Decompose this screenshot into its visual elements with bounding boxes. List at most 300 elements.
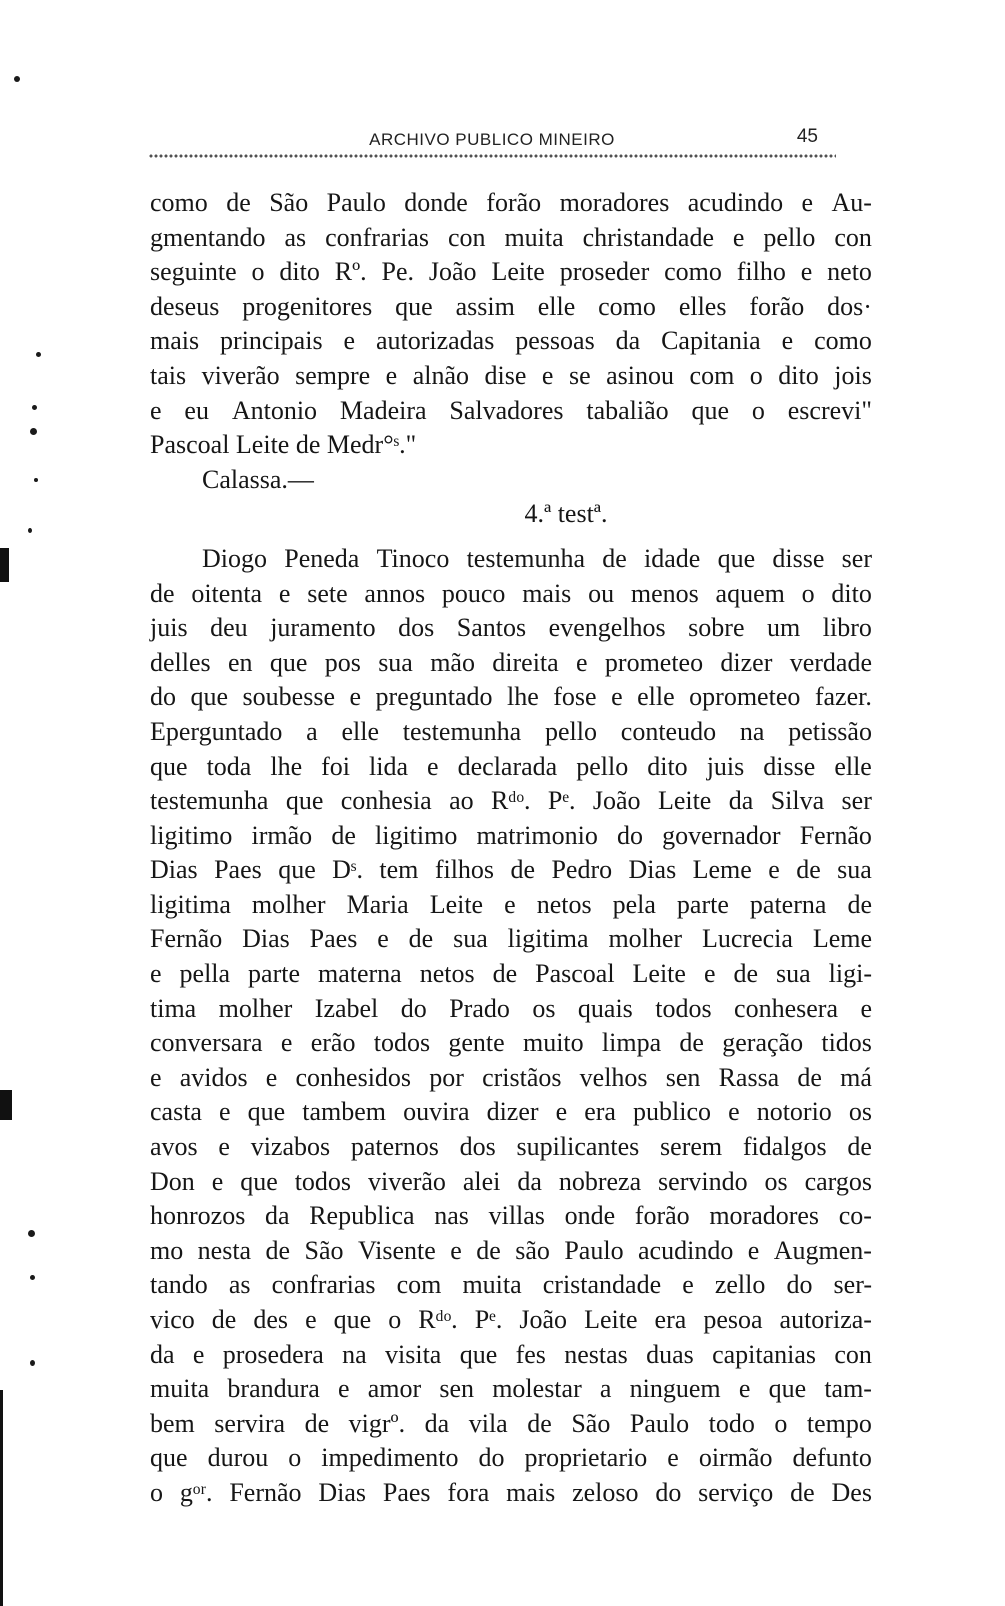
- word: e: [682, 1270, 694, 1300]
- word: Leme: [692, 855, 752, 885]
- word: delles: [150, 647, 211, 677]
- word: muita: [504, 222, 564, 252]
- word: vico: [150, 1305, 195, 1334]
- word: petissão: [788, 716, 872, 746]
- word: avos: [150, 1132, 198, 1162]
- word: como: [814, 326, 872, 356]
- word: Salvadores: [449, 395, 564, 425]
- word: a: [306, 716, 318, 746]
- word: capitanias: [712, 1339, 817, 1369]
- scan-edge-line: [0, 1390, 3, 1606]
- word: Fernão: [799, 820, 872, 850]
- word: que: [269, 647, 308, 677]
- word: moradores: [559, 188, 670, 217]
- word: verdade: [789, 647, 872, 677]
- text-line: [150, 819, 872, 854]
- word: dos·: [827, 291, 872, 321]
- word: de: [150, 578, 175, 608]
- word: de: [476, 1235, 501, 1265]
- word: e: [349, 682, 362, 712]
- text-line: [150, 1095, 872, 1130]
- word: Paulo: [629, 1408, 690, 1438]
- word: annos: [364, 578, 426, 608]
- word: nestas: [564, 1339, 628, 1369]
- word: dito: [279, 257, 320, 287]
- word: e: [611, 682, 623, 712]
- word: Eperguntado: [150, 716, 283, 746]
- word: conteudo: [620, 716, 717, 746]
- text-line: [150, 1234, 872, 1269]
- text-line: [150, 542, 872, 577]
- word: oprometeo: [689, 682, 801, 712]
- word: filhos: [434, 855, 495, 885]
- word: tais: [150, 360, 187, 390]
- word: e: [150, 959, 162, 989]
- word: cristandade: [542, 1270, 662, 1300]
- word: São: [571, 1408, 611, 1438]
- word: na: [739, 716, 765, 746]
- word: todos: [294, 1166, 352, 1196]
- word: fose: [553, 682, 597, 712]
- word: e: [781, 326, 794, 356]
- header-rule: [148, 153, 836, 159]
- word: Leme: [812, 924, 872, 954]
- word: de: [492, 959, 518, 989]
- word: de: [331, 820, 356, 850]
- text-line: [150, 394, 872, 429]
- word: molher: [608, 924, 683, 954]
- text-line: [150, 1338, 872, 1373]
- word: como: [598, 291, 656, 321]
- word: João: [428, 257, 477, 287]
- word: quais: [577, 993, 633, 1023]
- word: Pᵉ.: [474, 1305, 503, 1334]
- word: prometeo: [604, 647, 704, 677]
- word: da: [424, 1408, 450, 1438]
- word: Dias: [150, 855, 198, 885]
- word: que: [459, 1339, 498, 1369]
- word: Des: [831, 1477, 872, 1507]
- word: gente: [448, 1028, 505, 1058]
- word: villas: [488, 1201, 545, 1231]
- word: da: [264, 1201, 290, 1231]
- word: fora: [447, 1477, 490, 1507]
- word: de: [602, 543, 627, 573]
- word: e: [218, 1132, 230, 1162]
- word: o: [150, 1477, 163, 1507]
- word: Antonio: [231, 395, 318, 425]
- word: gᵒʳ.: [179, 1477, 213, 1507]
- word: João: [592, 786, 641, 816]
- word: Dias: [318, 1477, 367, 1507]
- word: da: [615, 326, 641, 356]
- word: e: [747, 1235, 760, 1265]
- word: pos: [324, 647, 361, 677]
- word: proseder: [559, 257, 650, 287]
- text-line: [150, 324, 872, 359]
- word: juis: [150, 613, 188, 643]
- word: cristãos: [482, 1062, 562, 1092]
- word: e: [768, 855, 780, 885]
- word: e: [150, 395, 162, 425]
- word: servindo: [658, 1166, 748, 1196]
- word: e: [278, 578, 291, 608]
- word: forão: [486, 188, 542, 217]
- scan-speck: [28, 1230, 35, 1237]
- word: durou: [207, 1443, 269, 1473]
- word: deu: [210, 613, 248, 643]
- word: forão: [749, 291, 805, 321]
- word: Tinoco: [376, 543, 450, 573]
- section-heading: 4.ª testª.: [524, 499, 608, 529]
- word: conhesia: [340, 786, 432, 816]
- word: todos: [655, 993, 712, 1023]
- word: bem: [150, 1408, 195, 1438]
- word: pella: [179, 959, 231, 989]
- word: escrevi": [787, 395, 872, 425]
- word: como: [150, 188, 208, 217]
- word: e: [192, 1339, 205, 1369]
- text-line: [150, 646, 872, 681]
- word: e: [800, 257, 813, 287]
- word: e: [801, 188, 814, 217]
- word: que: [768, 1374, 807, 1404]
- word: dito: [831, 578, 872, 608]
- word: matrimonio: [476, 820, 598, 850]
- word: e: [576, 647, 588, 677]
- word: muita: [462, 1270, 522, 1300]
- word: servira: [214, 1408, 286, 1438]
- word: que: [278, 855, 316, 885]
- word: elle: [537, 291, 576, 321]
- word: elle: [341, 716, 380, 746]
- word: de: [527, 1408, 552, 1438]
- word: e: [732, 222, 745, 252]
- word: des: [253, 1305, 289, 1334]
- word: de: [790, 1477, 815, 1507]
- word: ser: [841, 786, 872, 816]
- word: eu: [184, 395, 209, 425]
- word: do: [400, 993, 427, 1023]
- word: tambem: [302, 1097, 387, 1127]
- word: Paulo: [326, 188, 386, 217]
- word: de: [797, 1062, 822, 1092]
- word: Leite: [657, 786, 712, 816]
- word: supilicantes: [516, 1132, 640, 1162]
- word: con: [447, 222, 486, 252]
- word: Maria: [346, 889, 409, 919]
- word: oirmão: [698, 1443, 773, 1473]
- word: nas: [434, 1201, 469, 1231]
- word: tem: [379, 855, 419, 885]
- word: paternos: [350, 1132, 439, 1162]
- word: duas: [646, 1339, 694, 1369]
- word: mais: [150, 326, 200, 356]
- word: que: [247, 1097, 286, 1127]
- word: menos: [630, 578, 699, 608]
- word: filho: [736, 257, 786, 287]
- word: juis: [706, 751, 745, 781]
- word: João: [519, 1305, 568, 1334]
- word: toda: [206, 751, 252, 781]
- word: os: [848, 1097, 872, 1127]
- word: e: [280, 1028, 293, 1058]
- text-line: [150, 1476, 872, 1511]
- word: e: [338, 1374, 350, 1404]
- word: as: [228, 1270, 251, 1300]
- word: má: [840, 1062, 872, 1092]
- scan-speck: [14, 76, 20, 82]
- word: tempo: [806, 1408, 872, 1438]
- word: de: [847, 889, 872, 919]
- word: sua: [776, 959, 811, 989]
- word: ligitima: [150, 889, 231, 919]
- word: Izabel: [314, 993, 379, 1023]
- word: Augmen-: [773, 1235, 872, 1265]
- word: Leite: [632, 959, 686, 989]
- word: Lucrecia: [701, 924, 793, 954]
- word: dos: [398, 613, 435, 643]
- word: Capitania: [661, 326, 761, 356]
- word: Paes: [214, 855, 262, 885]
- word: Dias: [242, 924, 290, 954]
- word: confrarias: [271, 1270, 376, 1300]
- word: que: [395, 291, 433, 321]
- word: muita: [150, 1374, 210, 1404]
- word: nesta: [197, 1235, 252, 1265]
- word: o: [749, 360, 763, 390]
- word: de: [265, 1235, 291, 1265]
- word: testemunha: [150, 786, 269, 816]
- word: assim: [455, 291, 515, 321]
- word: parte: [248, 959, 301, 989]
- word: ligitima: [507, 924, 589, 954]
- word: defunto: [792, 1443, 872, 1473]
- word: na: [342, 1339, 367, 1369]
- word: os: [764, 1166, 788, 1196]
- word: Pedro: [551, 855, 613, 885]
- word: como: [664, 257, 722, 287]
- word: todo: [708, 1408, 755, 1438]
- text-line: [150, 577, 872, 612]
- word: Fernão: [150, 924, 223, 954]
- word: e: [738, 1374, 751, 1404]
- word: oitenta: [191, 578, 263, 608]
- text-line: [150, 186, 872, 221]
- text-line: [150, 750, 872, 785]
- text-line: [150, 255, 872, 290]
- word: a: [599, 1374, 612, 1404]
- scan-speck: [30, 1360, 35, 1366]
- text-line: [150, 853, 872, 888]
- word: direita: [492, 647, 559, 677]
- word: zello: [714, 1270, 766, 1300]
- word: de: [304, 1408, 330, 1438]
- word: amor: [367, 1374, 422, 1404]
- word: ligitimo: [150, 820, 233, 850]
- word: pello: [545, 716, 597, 746]
- word: vila: [468, 1408, 508, 1438]
- word: fes: [515, 1339, 546, 1369]
- word: Rᵈᵒ.: [418, 1305, 458, 1334]
- word: vizabos: [250, 1132, 331, 1162]
- scan-speck: [30, 428, 37, 435]
- scan-speck: [34, 478, 38, 482]
- paragraph-body: [150, 542, 872, 1511]
- word: declarada: [457, 751, 558, 781]
- word: principais: [220, 326, 323, 356]
- word: o: [751, 395, 765, 425]
- word: jois: [834, 360, 872, 390]
- word: o: [251, 257, 265, 287]
- word: sen: [439, 1374, 475, 1404]
- word: confrarias: [325, 222, 430, 252]
- text-line: [150, 1199, 872, 1234]
- word: da: [517, 1166, 542, 1196]
- word: que: [691, 395, 730, 425]
- word: Pe.: [381, 257, 415, 287]
- word: viverão: [201, 360, 280, 390]
- text-line: [150, 611, 872, 646]
- word: limpa: [601, 1028, 662, 1058]
- word: erão: [310, 1028, 356, 1058]
- word: Rº.: [334, 257, 367, 287]
- word: que: [240, 1166, 278, 1196]
- word: soubesse: [242, 682, 335, 712]
- word: notorio: [756, 1097, 832, 1127]
- text-line: [150, 1407, 872, 1442]
- word: tima: [150, 993, 197, 1023]
- word: serviço: [698, 1477, 774, 1507]
- word: autorizadas: [375, 326, 495, 356]
- word: e: [305, 1305, 317, 1334]
- word: ligitimo: [375, 820, 458, 850]
- word: fazer.: [814, 682, 872, 712]
- word: governador: [662, 820, 781, 850]
- word: Pascoal: [535, 959, 615, 989]
- word: e: [385, 360, 398, 390]
- text-line: [150, 680, 872, 715]
- word: muito: [522, 1028, 584, 1058]
- word: deseus: [150, 291, 220, 321]
- text-line: [150, 992, 872, 1027]
- word: moradores: [709, 1201, 820, 1231]
- word: Peneda: [284, 543, 360, 573]
- word: impedimento: [321, 1443, 459, 1473]
- page-number: 45: [796, 126, 818, 147]
- word: o: [774, 1408, 788, 1438]
- word: pouco: [441, 578, 506, 608]
- word: Diogo: [202, 543, 267, 573]
- word: ou: [588, 578, 615, 608]
- word: gmentando: [150, 222, 266, 252]
- word: Madeira: [339, 395, 427, 425]
- word: de: [796, 855, 821, 885]
- word: conhesera: [734, 993, 838, 1023]
- word: prosedera: [222, 1339, 324, 1369]
- word: Fernão: [229, 1477, 302, 1507]
- word: e: [219, 1097, 231, 1127]
- word: alei: [462, 1166, 501, 1196]
- word: Paulo: [564, 1235, 624, 1265]
- word: asinou: [606, 360, 675, 390]
- word: ligi-: [828, 959, 872, 989]
- word: Au-: [831, 188, 872, 217]
- word: lhe: [270, 751, 303, 781]
- text-line: [150, 1268, 872, 1303]
- word: parte: [676, 889, 729, 919]
- text-line: [150, 1441, 872, 1476]
- word: pello: [763, 222, 816, 252]
- word: proprietario: [524, 1443, 648, 1473]
- word: que: [285, 786, 324, 816]
- word: donde: [404, 188, 468, 217]
- word: pello: [576, 751, 629, 781]
- word: viverão: [367, 1166, 446, 1196]
- text-line: [150, 957, 872, 992]
- word: o: [801, 578, 815, 608]
- word: mais: [506, 1477, 556, 1507]
- word: tam-: [824, 1374, 872, 1404]
- word: era: [584, 1097, 616, 1127]
- word: do: [150, 682, 176, 712]
- word: da: [728, 786, 754, 816]
- word: testemunha: [402, 716, 522, 746]
- word: de: [733, 959, 759, 989]
- word: dise: [484, 360, 527, 390]
- word: e: [211, 1166, 224, 1196]
- word: christandade: [582, 222, 714, 252]
- text-line: [150, 1061, 872, 1096]
- word: velhos: [579, 1062, 648, 1092]
- text-line: [150, 1130, 872, 1165]
- word: e: [265, 1062, 278, 1092]
- word: aquem: [715, 578, 785, 608]
- word: pessoas: [515, 326, 595, 356]
- word: materna: [318, 959, 402, 989]
- word: onde: [564, 1201, 616, 1231]
- word: Prado: [449, 993, 510, 1023]
- word: avidos: [179, 1062, 248, 1092]
- word: Paes: [382, 1477, 431, 1507]
- word: dito: [778, 360, 819, 390]
- word: e: [450, 1235, 462, 1265]
- text-line: [150, 290, 872, 325]
- word: fidalgos: [742, 1132, 827, 1162]
- word: molher: [251, 889, 326, 919]
- text-line: [150, 1372, 872, 1407]
- word: mo: [150, 1235, 184, 1265]
- word: se: [568, 360, 591, 390]
- word: acudindo: [638, 1235, 734, 1265]
- word: libro: [822, 613, 872, 643]
- word: do: [478, 1443, 505, 1473]
- word: ao: [449, 786, 474, 816]
- text-line: [150, 1165, 872, 1200]
- text-line: [150, 922, 872, 957]
- word: sempre: [295, 360, 371, 390]
- word: da: [150, 1339, 175, 1369]
- word: disse: [772, 543, 825, 573]
- scan-speck: [36, 352, 41, 357]
- text-block: [150, 186, 872, 1511]
- word: que: [150, 751, 188, 781]
- word: são: [515, 1235, 550, 1265]
- word: netos: [419, 959, 475, 989]
- word: de: [679, 1028, 704, 1058]
- word: ouvira: [403, 1097, 470, 1127]
- text-line: [150, 784, 872, 819]
